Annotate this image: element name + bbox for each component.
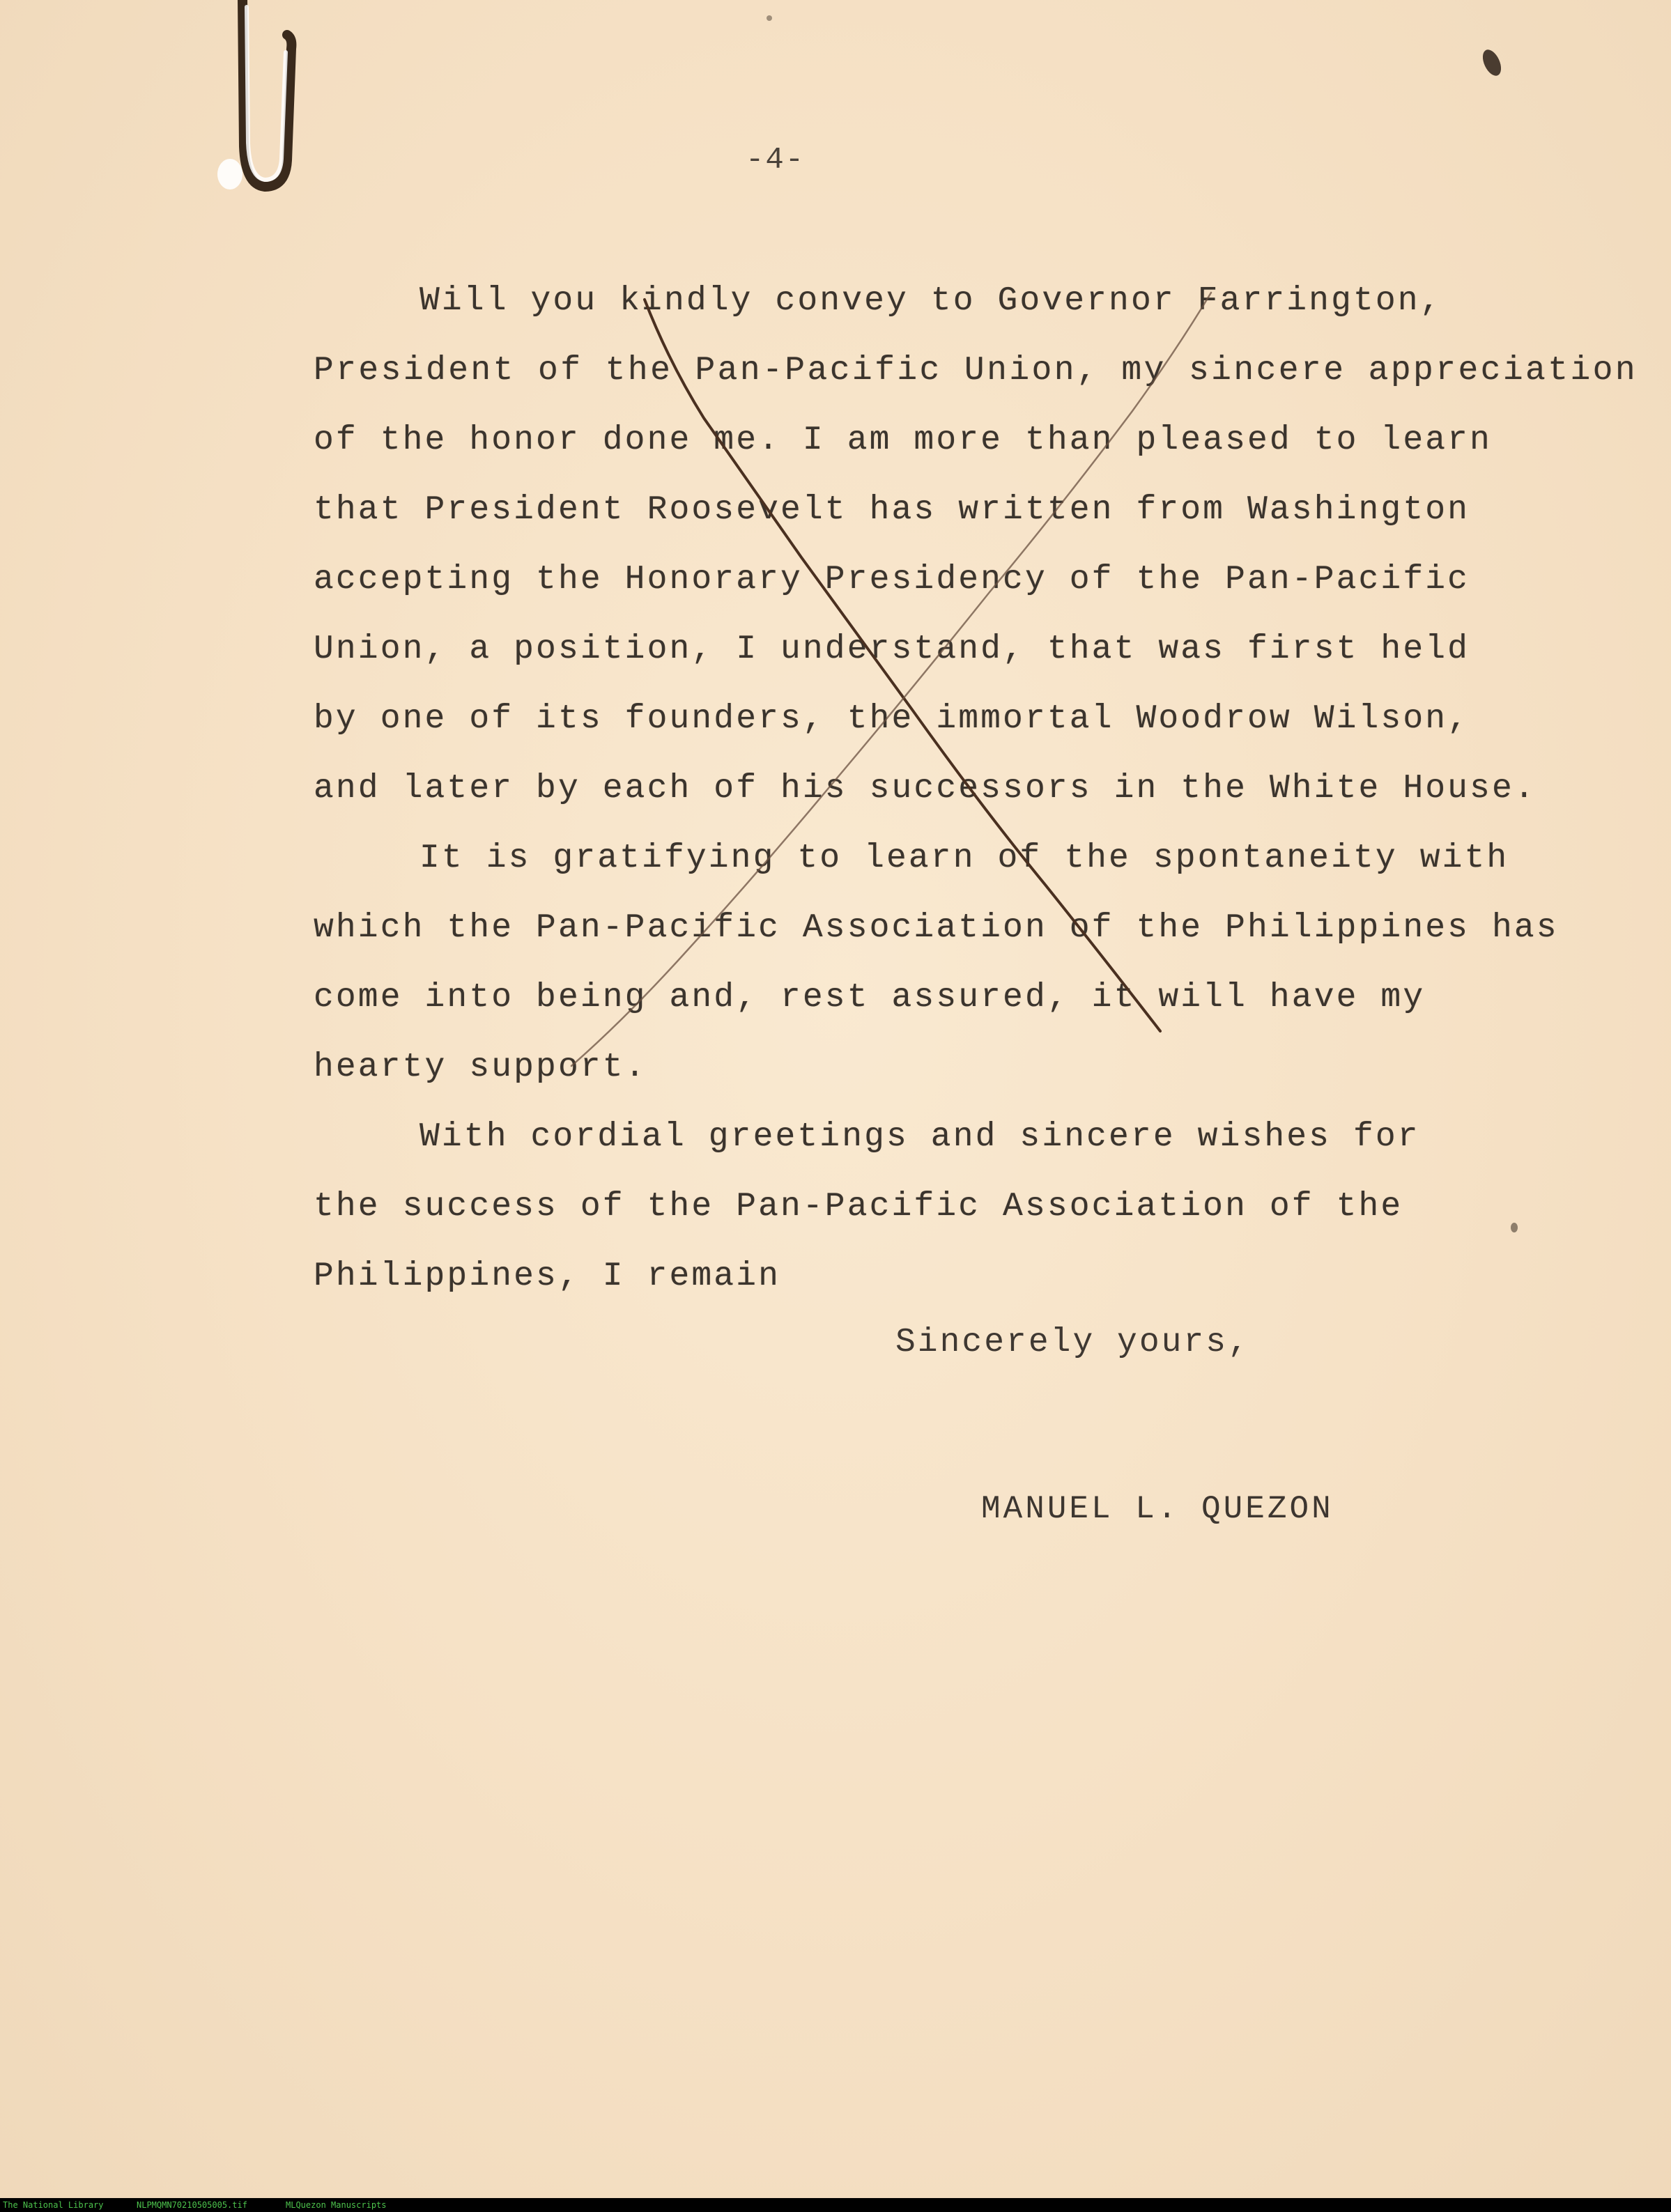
letter-line: of the honor done me. I am more than pleased to learn: [314, 421, 1492, 459]
letter-line: which the Pan-Pacific Association of the Philippines has: [314, 909, 1559, 947]
letter-line: accepting the Honorary Presidency of the Pan-Pacific: [314, 561, 1470, 598]
letter-line: Will you kindly convey to Governor Farrington,: [419, 282, 1442, 320]
footer-library: The National Library: [3, 2200, 104, 2210]
letter-line: It is gratifying to learn of the spontaneity with: [419, 840, 1509, 877]
letter-line: that President Roosevelt has written from Washington: [314, 491, 1470, 529]
letter-line: President of the Pan-Pacific Union, my sincere appreciation: [314, 352, 1638, 389]
scan-footer: [0, 2198, 1671, 2212]
letter-line: by one of its founders, the immortal Woodrow Wilson,: [314, 700, 1470, 738]
letter-line: With cordial greetings and sincere wishes for: [419, 1118, 1420, 1156]
page-number: -4-: [746, 143, 806, 178]
footer-collection: MLQuezon Manuscripts: [286, 2200, 387, 2210]
letter-line: hearty support.: [314, 1049, 647, 1086]
letter-line: Philippines, I remain: [314, 1258, 780, 1295]
letter-line: Union, a position, I understand, that was first held: [314, 631, 1470, 668]
closing-salutation: Sincerely yours,: [895, 1324, 1250, 1361]
signature-name: MANUEL L. QUEZON: [981, 1491, 1334, 1527]
letter-line: come into being and, rest assured, it will have my: [314, 979, 1426, 1016]
footer-filename: NLPMQMN70210505005.tif: [137, 2200, 247, 2210]
letter-line: and later by each of his successors in the White House.: [314, 770, 1537, 807]
letter-line: the success of the Pan-Pacific Association of the: [314, 1188, 1403, 1225]
